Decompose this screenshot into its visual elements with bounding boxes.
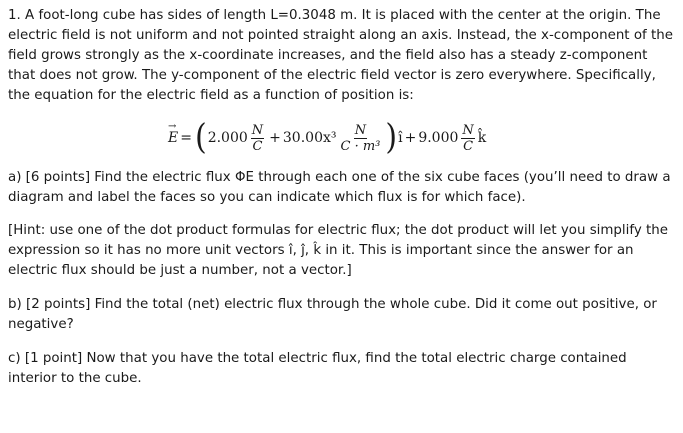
eq-term3-coef: 9.000 (418, 130, 459, 146)
eq-close-paren: ) (385, 117, 398, 158)
eq-term2-unit-den: C · m³ (340, 138, 381, 154)
electric-field-equation (8, 112, 676, 160)
eq-term3-unit (461, 123, 474, 154)
problem-document (8, 6, 676, 389)
eq-k-hat: k̂ (477, 130, 487, 146)
eq-term1-coef: 2.000 (207, 130, 248, 146)
eq-term3-unit-den: C (463, 138, 474, 154)
part-b-text: b) [2 points] Find the total (net) electric flux through the whole cube. Did it come out positive, or negative? (8, 297, 657, 332)
problem-intro: 1. A foot-long cube has sides of length L=0.3048 m. It is placed with the center at the origin. The electric field is not uniform and not pointed straight along an axis. Instead, the x-component of the field grows strongly as the x-coordinate increases, and the field also has a steady z-component that does not grow. The y-component of the electric field vector is zero everywhere. Specifically, the equation for the electric field as a function of position is: (8, 8, 673, 103)
eq-plus-2: + (404, 130, 417, 146)
eq-i-hat: î (398, 130, 403, 146)
part-c-text: c) [1 point] Now that you have the total electric flux, find the total electric charge contained interior to the cube. (8, 351, 627, 386)
eq-term2-unit-num: N (354, 122, 367, 138)
eq-plus: + (269, 130, 281, 146)
eq-term2-coef: 30.00x³ (282, 130, 337, 146)
part-a-text: a) [6 points] Find the electric flux ΦE through each one of the six cube faces (you’ll need to draw a diagram and label the faces so you can indicate which flux is for which face). (8, 170, 671, 205)
eq-lhs-vector-e: → E (168, 128, 178, 148)
eq-term1-unit (251, 123, 264, 154)
eq-term2-unit (339, 123, 381, 154)
eq-equals: = (180, 130, 192, 146)
eq-term3-unit-num: N (462, 122, 474, 138)
eq-open-paren: ( (194, 117, 207, 158)
hint-text: [Hint: use one of the dot product formulas for electric flux; the dot product will let you simplify the expression so it has no more unit vectors î, ĵ, k̂ in it. This is important since the answer for an electric flux should be just a number, not a vector.] (8, 223, 669, 278)
eq-term1-unit-num: N (251, 122, 264, 138)
eq-term1-unit-den: C (252, 138, 263, 154)
